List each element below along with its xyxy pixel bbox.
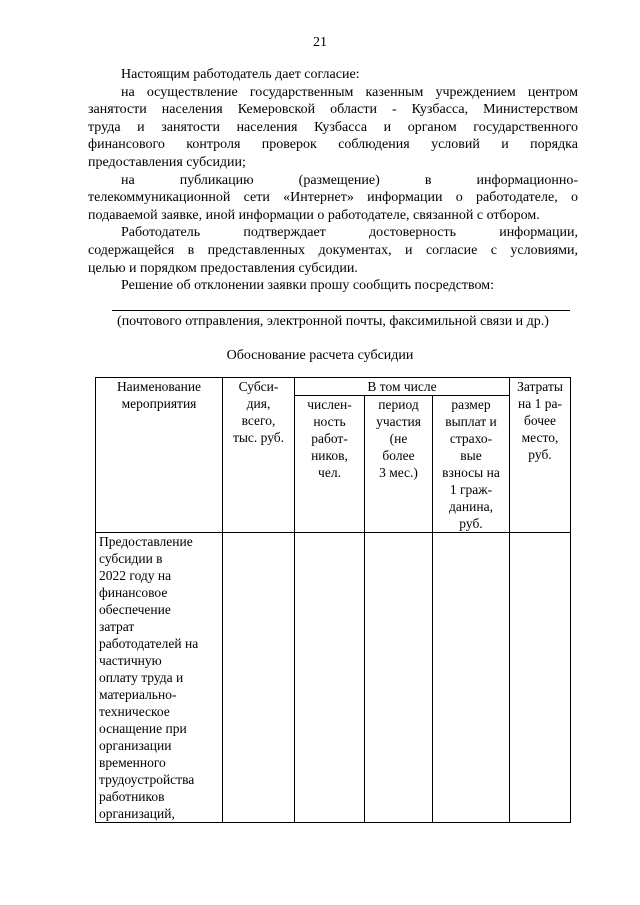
consent-text [88, 66, 578, 295]
header-subsidy: Субси- дия, всего, тыс. руб. [223, 378, 295, 533]
row-period-cell [365, 533, 433, 823]
row-count-cell [295, 533, 365, 823]
consent-item-1-line: на осуществление государственным казенным учреждением центром [121, 84, 578, 100]
consent-item-1-line: труда и занятости населения Кузбасса и органом государственного [88, 119, 578, 135]
confirm-line: содержащейся в представленных документах, и согласие с условиями, [88, 242, 578, 258]
reply-request: Решение об отклонении заявки прошу сообщить посредством: [121, 278, 495, 294]
header-costs: Затраты на 1 ра- бочее место, руб. [510, 378, 571, 533]
row-payments-cell [433, 533, 510, 823]
header-name: Наименование мероприятия [96, 378, 223, 533]
consent-item-2-line: на публикацию (размещение) в информационно- [121, 172, 578, 188]
consent-item-2-line: телекоммуникационной сети «Интернет» информации о работодателе, о [88, 190, 578, 206]
row-name-cell: Предоставление субсидии в 2022 году на финансовое обеспечение затрат работодателей на частичную оплату труда и материально- техническое оснащение при организации временного трудоустройства работников организаций, [96, 533, 223, 823]
consent-item-1-line: финансового контроля проверок соблюдения условий и порядка [88, 137, 578, 153]
header-payments: размер выплат и страхо- вые взносы на 1 граж- данина, руб. [433, 396, 510, 533]
row-subsidy-cell [223, 533, 295, 823]
confirm-line: Работодатель подтверждает достоверность информации, [121, 225, 578, 241]
table-row [96, 533, 571, 823]
row-costs-cell [510, 533, 571, 823]
table-title: Обоснование расчета субсидии [226, 348, 414, 363]
reply-method-hint: (почтового отправления, электронной почты, факсимильной связи и др.) [117, 314, 549, 329]
confirm-line: целью и порядком предоставления субсидии. [88, 260, 358, 276]
consent-item-2-line: подаваемой заявке, иной информации о работодателе, связанной с отбором. [88, 207, 540, 223]
subsidy-calculation-table [95, 377, 571, 823]
consent-item-1-line: занятости населения Кемеровской области - Кузбасса, Министерством [88, 102, 578, 118]
consent-intro: Настоящим работодатель дает согласие: [121, 67, 360, 82]
table-header-row [96, 378, 571, 396]
header-period: период участия (не более 3 мес.) [365, 396, 433, 533]
consent-item-1-line: предоставления субсидии; [88, 154, 246, 170]
header-including: В том числе [295, 378, 510, 396]
reply-method-blank-line [112, 310, 570, 311]
page-number: 21 [313, 35, 327, 50]
header-count: числен- ность работ- ников, чел. [295, 396, 365, 533]
